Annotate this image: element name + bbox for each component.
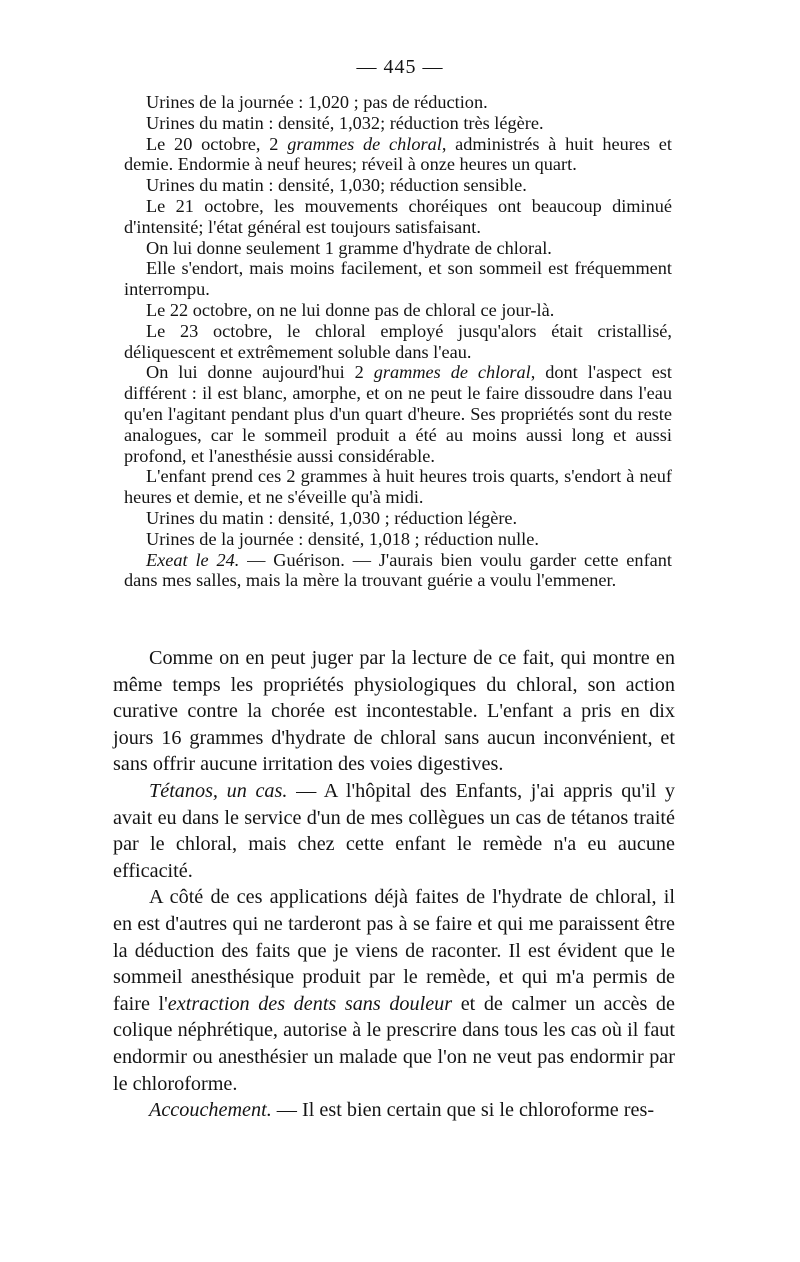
case-note: Le 23 octobre, le chloral employé jusqu'alors était cristallisé, déliquescent et extrêmement soluble dans l'eau. <box>124 320 672 362</box>
text-run: , dont l'aspect est différent : il est blanc, amorphe, et on ne peut le faire dissoudre dans l'eau qu'en l'agitant pendant plus d'un quart d'heure. Ses propriétés sont du reste analogues, car le sommeil produit a été au moins aussi long et aussi profond, et l'anesthésie aussi considérable. <box>124 362 673 466</box>
case-note: Urines du matin : densité, 1,030; réduction sensible. <box>146 175 527 196</box>
text-run: et de calmer un accès de colique néphrétique, autorise à le prescrire dans tous les cas où il faut endormir ou anesthésier un malade que l'on ne veut pas endormir par le chloroforme. <box>113 992 675 1095</box>
text-run: — Guérison. — J'aurais bien voulu garder cette enfant dans mes salles, mais la mère la trouvant guérie a voulu l'emmener. <box>124 549 672 591</box>
body-paragraph <box>113 778 675 884</box>
case-note: Urines de la journée : 1,020 ; pas de réduction. <box>146 92 488 112</box>
body-paragraph <box>113 884 675 1097</box>
case-note: On lui donne seulement 1 gramme d'hydrate de chloral. <box>146 237 552 258</box>
text-run: Le 20 octobre, 2 <box>146 133 288 154</box>
italic-run: grammes de chloral <box>373 362 531 383</box>
case-note <box>124 362 672 466</box>
page-number: — 445 — <box>356 56 444 78</box>
case-note: Urines du matin : densité, 1,030 ; réduction légère. <box>146 507 518 528</box>
italic-run: extraction des dents sans douleur <box>167 992 453 1015</box>
case-note: Le 21 octobre, les mouvements choréiques ont beaucoup diminué d'intensité; l'état général est toujours satisfaisant. <box>124 195 672 237</box>
case-note: Elle s'endort, mais moins facilement, et son sommeil est fréquemment interrompu. <box>124 258 672 300</box>
italic-run: Exeat le 24. <box>146 549 240 570</box>
case-note <box>124 550 672 592</box>
text-run: A côté de ces applications déjà faites de l'hydrate de chloral, il en est d'autres qui ne tarderont pas à se faire et qui me paraissent être la déduction des faits que je viens de raconter. Il est évident que le sommeil anesthésique produit par le remède, et qui m'a permis de faire l' <box>113 886 675 1015</box>
case-notes <box>124 92 672 591</box>
main-text <box>113 645 675 1124</box>
text-run: On lui donne aujourd'hui 2 <box>146 362 374 383</box>
text-run: — Il est bien certain que si le chloroforme res- <box>271 1099 655 1122</box>
italic-run: Tétanos, un cas. <box>149 779 288 802</box>
case-note <box>124 134 672 176</box>
italic-run: grammes de chloral <box>287 133 442 154</box>
text-run: — A l'hôpital des Enfants, j'ai appris qu'il y avait eu dans le service d'un de mes collègues un cas de tétanos traité par le chloral, mais chez cette enfant le remède n'a eu aucune efficacité. <box>113 779 675 882</box>
case-note: Le 22 octobre, on ne lui donne pas de chloral ce jour-là. <box>146 299 555 320</box>
italic-run: Accouchement. <box>149 1099 272 1122</box>
case-note: Urines du matin : densité, 1,032; réduction très légère. <box>146 112 544 133</box>
body-paragraph <box>113 645 675 778</box>
case-note: Urines de la journée : densité, 1,018 ; réduction nulle. <box>146 528 539 549</box>
body-paragraph <box>113 1097 675 1124</box>
text-run: Comme on en peut juger par la lecture de ce fait, qui montre en même temps les propriétés physiologiques du chloral, son action curative contre la chorée est incontestable. L'enfant a pris en dix jours 16 grammes d'hydrate de chloral sans aucun inconvénient, et sans offrir aucune irritation des voies digestives. <box>113 647 675 776</box>
text-run: , administrés à huit heures et demie. Endormie à neuf heures; réveil à onze heures un quart. <box>124 133 672 175</box>
case-note: L'enfant prend ces 2 grammes à huit heures trois quarts, s'endort à neuf heures et demie, et ne s'éveille qu'à midi. <box>124 466 672 508</box>
